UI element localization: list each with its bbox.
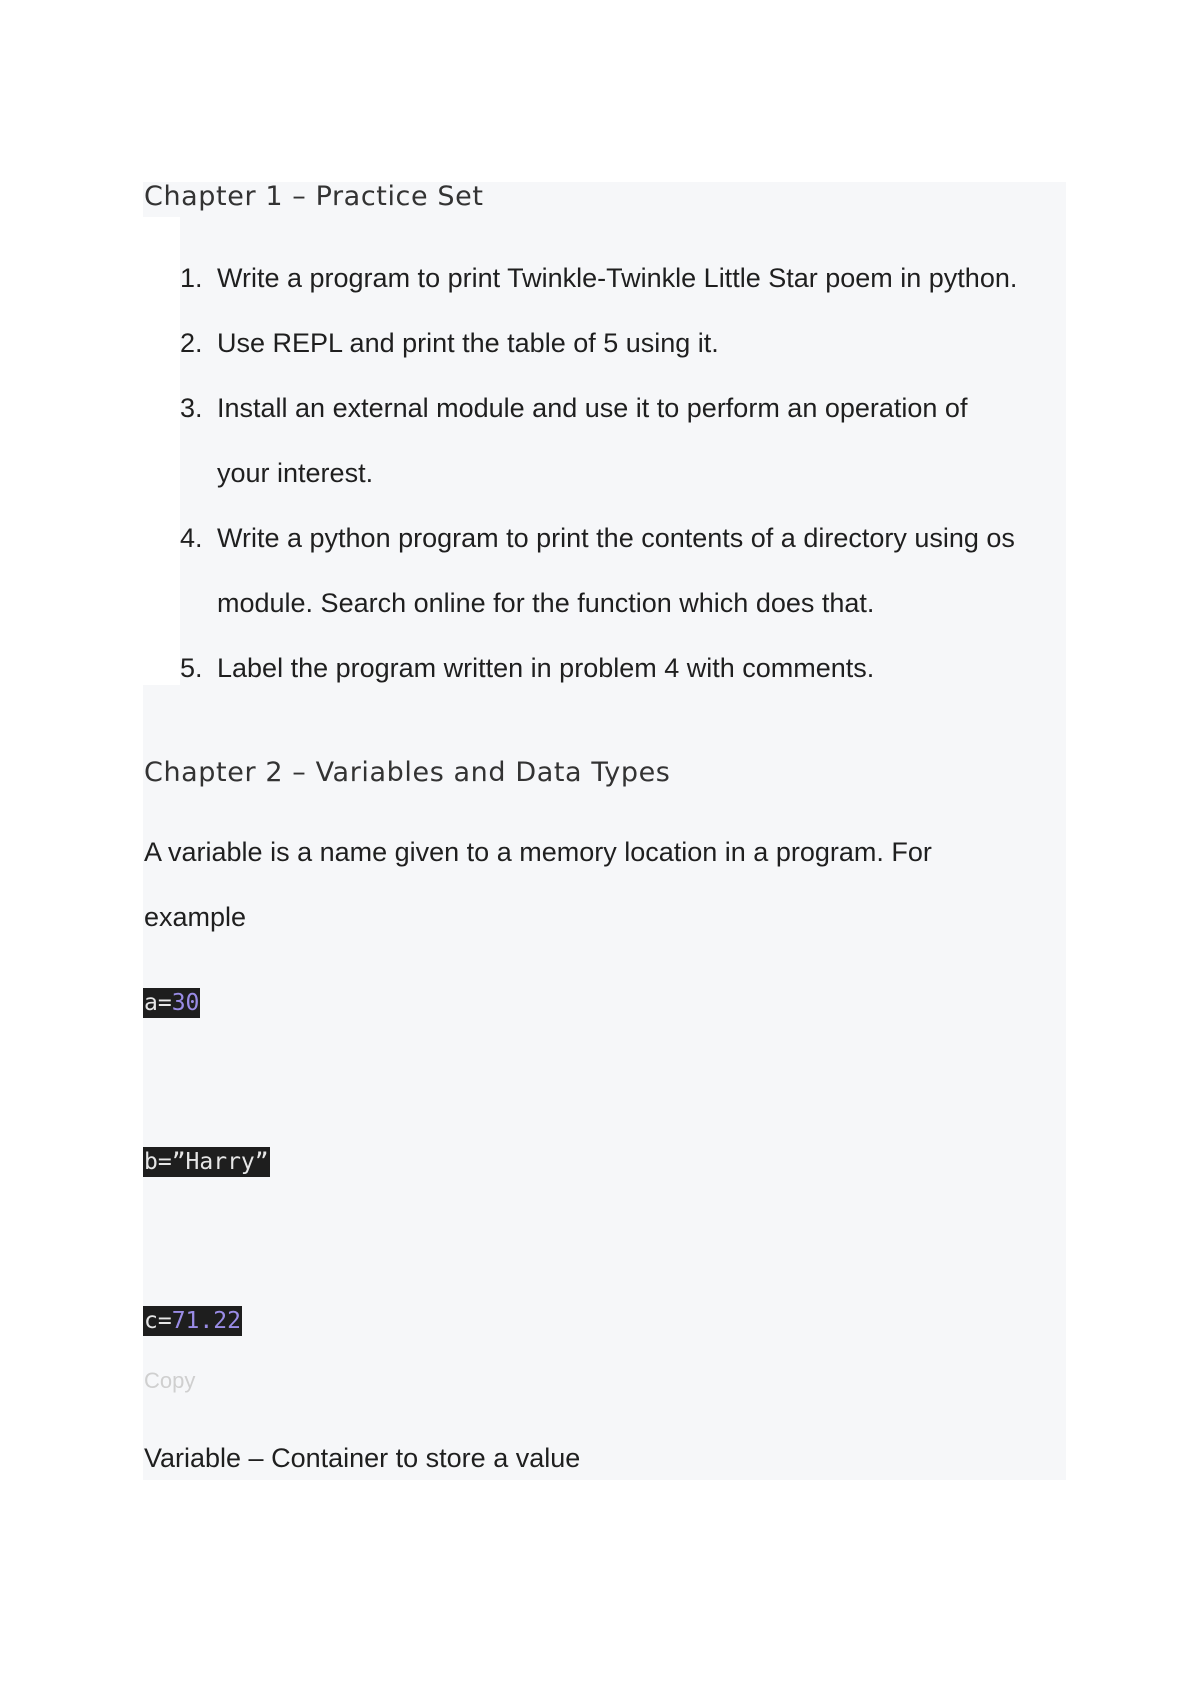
list-number: 5. [180, 653, 203, 683]
content-background-main [143, 685, 1066, 1480]
list-number: 3. [180, 393, 203, 423]
copy-button[interactable]: Copy [144, 1368, 196, 1393]
list-item [180, 246, 1017, 311]
list-text-continuation: your interest. [217, 458, 374, 488]
list-text-continuation: module. Search online for the function which does that. [217, 588, 875, 618]
chapter-1-heading: Chapter 1 – Practice Set [144, 181, 484, 212]
code-line-a [143, 988, 200, 1018]
code-variable: c= [144, 1308, 172, 1334]
list-text: Write a python program to print the contents of a directory using os [217, 523, 1015, 553]
variable-definition: Variable – Container to store a value [144, 1443, 581, 1473]
list-item [180, 506, 1015, 571]
list-number: 1. [180, 263, 203, 293]
code-line-b [143, 1147, 270, 1177]
list-item [180, 636, 874, 701]
chapter-2-heading: Chapter 2 – Variables and Data Types [144, 757, 671, 788]
code-number: 71.22 [171, 1308, 241, 1334]
code-number: 30 [171, 990, 200, 1016]
list-text: Label the program written in problem 4 with comments. [217, 653, 875, 683]
list-item [180, 376, 967, 441]
code-variable: b=”Harry” [144, 1149, 269, 1175]
list-number: 2. [180, 328, 203, 358]
intro-paragraph: A variable is a name given to a memory location in a program. For [144, 837, 932, 867]
list-item [180, 311, 719, 376]
list-text: Install an external module and use it to perform an operation of [217, 393, 968, 423]
code-line-c [143, 1306, 242, 1336]
list-text: Use REPL and print the table of 5 using it. [217, 328, 719, 358]
code-variable: a= [144, 990, 172, 1016]
list-text: Write a program to print Twinkle-Twinkle Little Star poem in python. [217, 263, 1018, 293]
list-number: 4. [180, 523, 203, 553]
intro-paragraph-continuation: example [144, 902, 247, 932]
